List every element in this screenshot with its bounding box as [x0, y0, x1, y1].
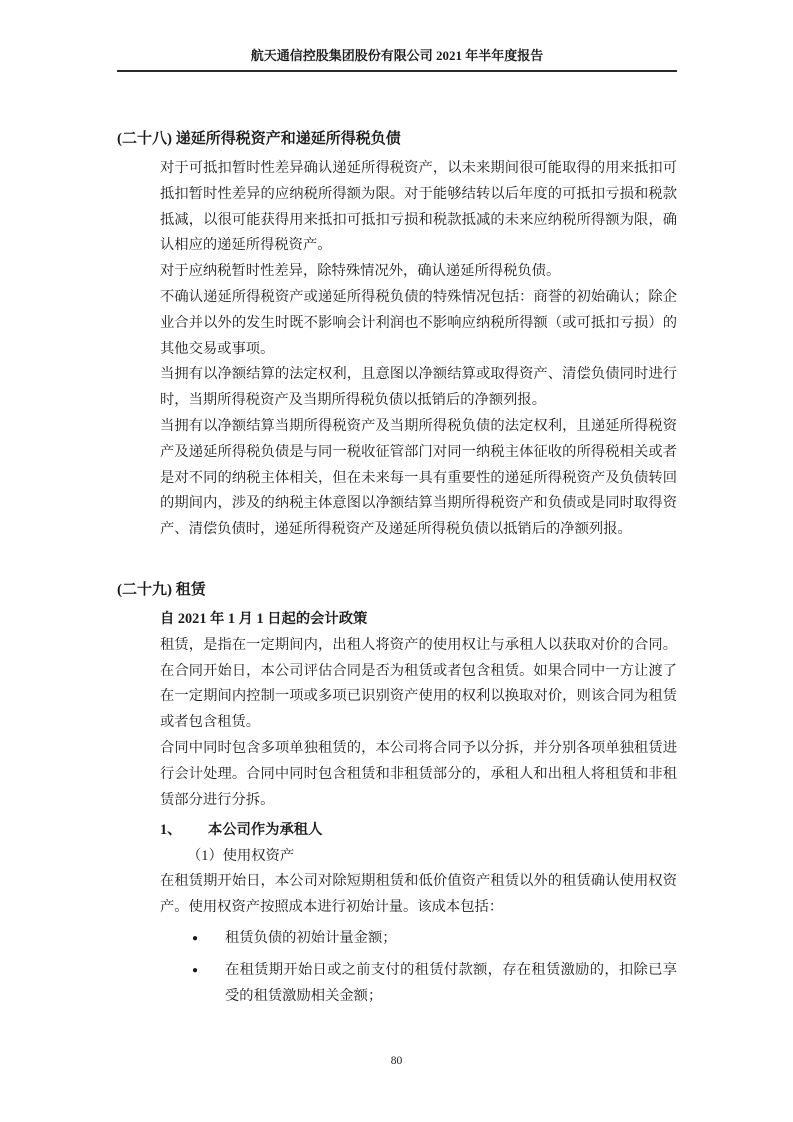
page-content — [117, 122, 677, 1015]
section-29-body — [160, 607, 677, 1009]
paragraph: 租赁，是指在一定期间内，出租人将资产的使用权让与承租人以获取对价的合同。在合同开始日，本公司评估合同是否为租赁或者包含租赁。如果合同中一方让渡了在一定期间内控制一项或多项已识别资产使用的权利以换取对价，则该合同为租赁或者包含租赁。 — [160, 636, 677, 731]
report-header — [117, 47, 677, 72]
bullet-text: 在租赁期开始日或之前支付的租赁付款额，存在租赁激励的，扣除已享受的租赁激励相关金额； — [225, 961, 677, 1004]
sub-item-right-of-use-asset: （1）使用权资产 — [187, 848, 295, 865]
list-item — [160, 926, 677, 952]
section-heading-29: (二十九) 租赁 — [117, 581, 206, 598]
paragraph: 当拥有以净额结算的法定权利，且意图以净额结算或取得资产、清偿负债同时进行时，当期所得税资产及当期所得税负债以抵销后的净额列报。 — [160, 366, 677, 409]
section-leases — [117, 579, 677, 1009]
page-number: 80 — [390, 1055, 403, 1067]
numbered-item-lessee — [160, 817, 677, 843]
section-heading-28: (二十八) 递延所得税资产和递延所得税负债 — [117, 131, 401, 147]
item-title: 本公司作为承租人 — [208, 822, 323, 839]
bullet-text: 租赁负债的初始计量金额； — [225, 929, 397, 946]
policy-heading: 自 2021 年 1 月 1 日起的会计政策 — [160, 610, 368, 627]
paragraph: 在租赁期开始日，本公司对除短期租赁和低价值资产租赁以外的租赁确认使用权资产。使用权资产按照成本进行初始计量。该成本包括： — [160, 873, 677, 916]
paragraph: 合同中同时包含多项单独租赁的，本公司将合同予以分拆，并分别各项单独租赁进行会计处理。合同中同时包含租赁和非租赁部分的，承租人和出租人将租赁和非租赁部分进行分拆。 — [160, 739, 677, 808]
paragraph: 对于应纳税暂时性差异，除特殊情况外，确认递延所得税负债。 — [160, 263, 561, 280]
header-title: 航天通信控股集团股份有限公司 2021 年半年度报告 — [250, 48, 544, 63]
section-deferred-tax — [117, 128, 677, 543]
bullet-list — [160, 926, 677, 1009]
bullet-icon: ● — [192, 964, 199, 976]
section-28-body — [160, 156, 677, 543]
list-item — [160, 958, 677, 1010]
paragraph: 当拥有以净额结算当期所得税资产及当期所得税负债的法定权利，且递延所得税资产及递延所得税负债是与同一税收征管部门对同一纳税主体征收的所得税相关或者是对不同的纳税主体相关，但在未来每一具有重要性的递延所得税资产及负债转回的期间内，涉及的纳税主体意图以净额结算当期所得税资产和负债或是同时取得资产、清偿负债时，递延所得税资产及递延所得税负债以抵销后的净额列报。 — [160, 417, 677, 538]
paragraph: 对于可抵扣暂时性差异确认递延所得税资产，以未来期间很可能取得的用来抵扣可抵扣暂时性差异的应纳税所得额为限。对于能够结转以后年度的可抵扣亏损和税款抵减，以很可能获得用来抵扣可抵扣亏损和税款抵减的未来应纳税所得额为限，确认相应的递延所得税资产。 — [160, 160, 677, 254]
item-number: 1、 — [160, 822, 182, 839]
bullet-icon: ● — [192, 932, 199, 944]
paragraph: 不确认递延所得税资产或递延所得税负债的特殊情况包括：商誉的初始确认；除企业合并以外的发生时既不影响会计利润也不影响应纳税所得额（或可抵扣亏损）的其他交易或事项。 — [160, 288, 677, 357]
